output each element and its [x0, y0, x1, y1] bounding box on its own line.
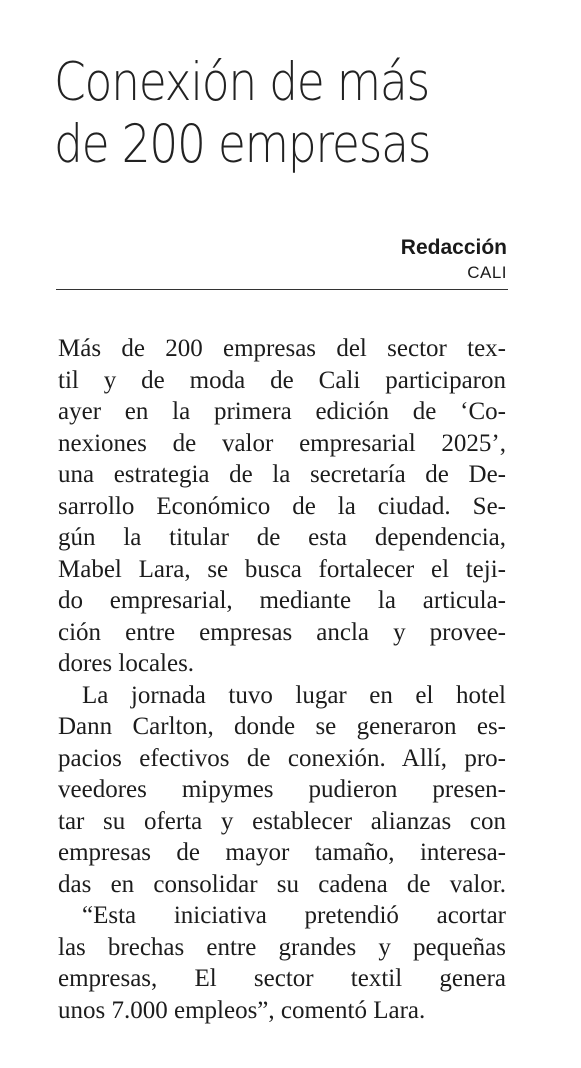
text-line: Mabel Lara, se busca fortalecer el teji- — [58, 555, 506, 583]
paragraph — [58, 680, 506, 901]
text-line: La jornada tuvo lugar en el hotel — [82, 681, 506, 709]
text-line: Dann Carlton, donde se generaron es- — [58, 713, 506, 740]
byline-divider — [56, 289, 508, 290]
text-line: “Esta iniciativa pretendió acortar — [82, 902, 506, 929]
text-line: dores locales. — [58, 650, 195, 677]
headline — [54, 52, 458, 176]
text-line: do empresarial, mediante la articula- — [58, 587, 506, 614]
text-line: veedores mipymes pudieron presen- — [58, 776, 506, 803]
text-line: tar su oferta y establecer alianzas con — [58, 807, 506, 835]
text-line: gún la titular de esta dependencia, — [58, 524, 506, 551]
text-line: til y de moda de Cali participaron — [58, 366, 506, 394]
paragraph — [58, 900, 506, 1026]
text-line: ayer en la primera edición de ‘Co- — [58, 398, 506, 425]
paragraph — [58, 333, 506, 680]
dateline-location: CALI — [467, 263, 507, 282]
text-line: das en consolidar su cadena de valor. — [58, 870, 506, 898]
headline-line: Conexión de más — [54, 52, 429, 113]
text-line: sarrollo Económico de la ciudad. Se- — [58, 492, 506, 520]
article-body — [58, 333, 506, 1026]
text-line: ción entre empresas ancla y provee- — [58, 618, 506, 646]
text-line: una estrategia de la secretaría de De- — [58, 461, 506, 488]
byline — [401, 234, 507, 284]
author-name: Redacción — [400, 236, 507, 259]
text-line: empresas de mayor tamaño, interesa- — [58, 839, 506, 866]
text-line: pacios efectivos de conexión. Allí, pro- — [58, 744, 506, 772]
text-line: empresas, El sector textil genera — [58, 965, 506, 992]
text-line: nexiones de valor empresarial 2025’, — [58, 429, 506, 457]
headline-line: de 200 empresas — [54, 114, 431, 175]
text-line: unos 7.000 empleos”, comentó Lara. — [58, 996, 426, 1024]
text-line: las brechas entre grandes y pequeñas — [58, 933, 506, 961]
text-line: Más de 200 empresas del sector tex- — [58, 335, 506, 362]
